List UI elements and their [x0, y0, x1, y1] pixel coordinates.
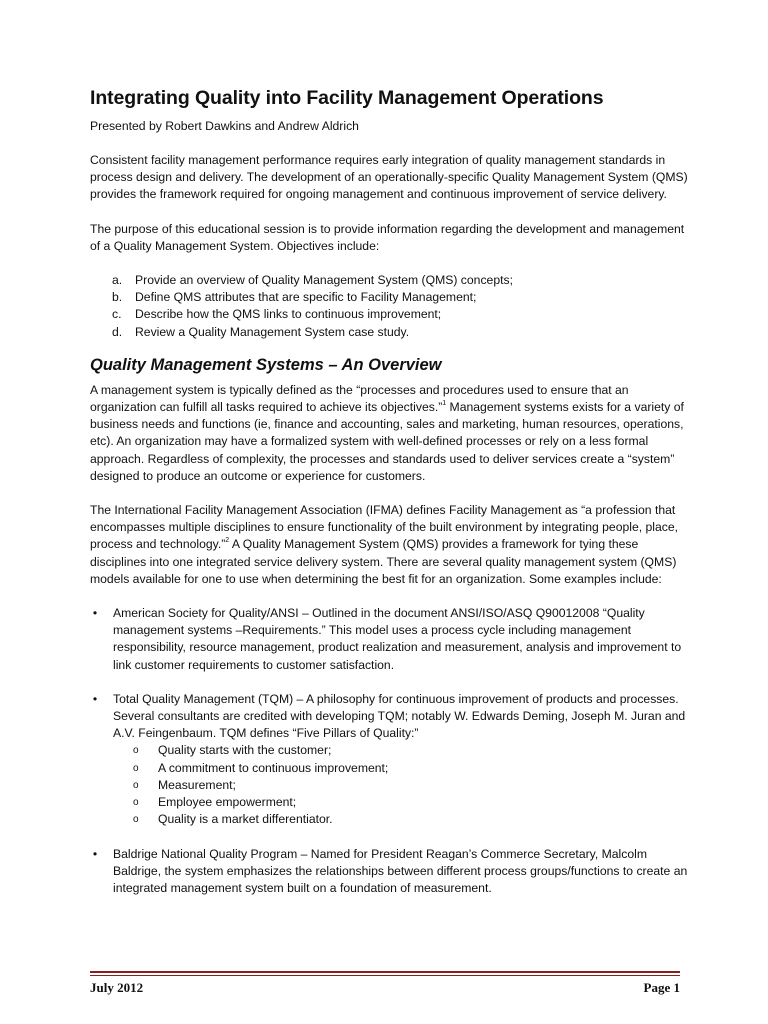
list-item [90, 605, 690, 674]
sub-list-item [113, 777, 690, 794]
list-marker: a. [112, 273, 123, 288]
bullet-icon: • [92, 606, 98, 621]
circle-bullet-icon: o [133, 779, 139, 791]
paragraph-text: A Quality Management System (QMS) provides a framework for tying these disciplines into one integrated service delivery system. There are several quality management system (QMS) models available for one to use when determining the best fit for an organization. Some examples include: [90, 537, 677, 586]
footer-divider-thin [90, 975, 680, 976]
purpose-paragraph: The purpose of this educational session is to provide information regarding the development and management of a Quality Management System. Objectives include: [90, 221, 685, 253]
list-marker: d. [112, 324, 123, 339]
list-item [90, 306, 690, 323]
list-item-text: Baldrige National Quality Program – Named for President Reagan’s Commerce Secretary, Malcolm Baldrige, the system emphasizes the relationships between different process groups/functions to create an integrated management system built on a foundation of measurement. [113, 846, 688, 895]
footnote-ref-1[interactable]: 1 [442, 400, 447, 408]
circle-bullet-icon: o [133, 762, 139, 774]
list-item [90, 289, 690, 306]
list-item-text: Total Quality Management (TQM) – A philosophy for continuous improvement of products and processes. Several consultants are credited with developing TQM; notably W. Edwards Deming, Joseph M. Juran and A.V. Feingenbaum. TQM defines “Five Pillars of Quality:” [113, 691, 686, 741]
document-title: Integrating Quality into Facility Management Operations [90, 87, 604, 109]
list-item-text: Define QMS attributes that are specific to Facility Management; [135, 290, 477, 305]
circle-bullet-icon: o [133, 797, 139, 809]
sub-list-item [113, 742, 690, 759]
sub-list-item [113, 811, 690, 828]
ifma-paragraph [90, 502, 690, 588]
page-number: Page 1 [643, 980, 680, 995]
paragraph-text: The International Facility Management Association (IFMA) defines Facility Management as “a profession that encompasses multiple disciplines to ensure functionality of the built environment by integrating people, place, process and technology.” [90, 503, 679, 552]
list-item [90, 691, 690, 829]
sub-list-item-text: Quality starts with the customer; [158, 743, 332, 758]
intro-paragraph: Consistent facility management performance requires early integration of quality management standards in process design and delivery. The development of an operationally-specific Quality Management System (QMS) provides the framework required for ongoing management and continuous improvement of service delivery. [90, 153, 688, 202]
footer-date: July 2012 [90, 980, 144, 995]
bullet-icon: • [92, 691, 98, 706]
sub-list-item-text: Quality is a market differentiator. [158, 812, 333, 827]
sub-list-item [113, 794, 690, 811]
qms-models-list [90, 605, 690, 897]
list-item-text: Review a Quality Management System case study. [135, 324, 410, 339]
footnote-ref-2[interactable]: 2 [225, 537, 230, 545]
list-item [90, 272, 690, 289]
document-body [90, 86, 690, 914]
objectives-list [90, 272, 690, 341]
paragraph-text: Management systems exists for a variety of business needs and functions (ie, finance and accounting, sales and marketing, human resources, operations, etc). An organization may have a formalized system with well-defined processes or rely on a less formal approach. Regardless of complexity, the processes and standards used to deliver services create a “system” designed to produce an outcome or experience for customers. [90, 400, 684, 483]
footer-divider [90, 971, 680, 973]
pillars-list [113, 742, 690, 828]
paragraph-text: A management system is typically defined as the “processes and procedures used to ensure that an organization can fulfill all tasks required to achieve its objectives.” [90, 382, 629, 415]
list-marker: c. [112, 307, 122, 322]
sub-list-item-text: A commitment to continuous improvement; [158, 760, 389, 775]
management-system-paragraph [90, 382, 690, 485]
list-item [90, 846, 690, 898]
list-item-text: Describe how the QMS links to continuous improvement; [135, 307, 442, 322]
list-marker: b. [112, 290, 123, 305]
presenters-line: Presented by Robert Dawkins and Andrew Aldrich [90, 119, 359, 133]
sub-list-item [113, 760, 690, 777]
section-heading: Quality Management Systems – An Overview [90, 355, 442, 374]
circle-bullet-icon: o [133, 745, 139, 757]
list-item-text: Provide an overview of Quality Management System (QMS) concepts; [135, 273, 513, 288]
bullet-icon: • [92, 846, 98, 861]
list-item [90, 324, 690, 341]
sub-list-item-text: Measurement; [158, 777, 236, 792]
sub-list-item-text: Employee empowerment; [158, 795, 297, 810]
list-item-text: American Society for Quality/ANSI – Outlined in the document ANSI/ISO/ASQ Q90012008 “Quality management systems –Requirements.” This model uses a process cycle including management responsibility, resource management, product realization and measurement, analysis and improvement to link customer requirements to customer satisfaction. [113, 606, 682, 672]
circle-bullet-icon: o [133, 814, 139, 826]
